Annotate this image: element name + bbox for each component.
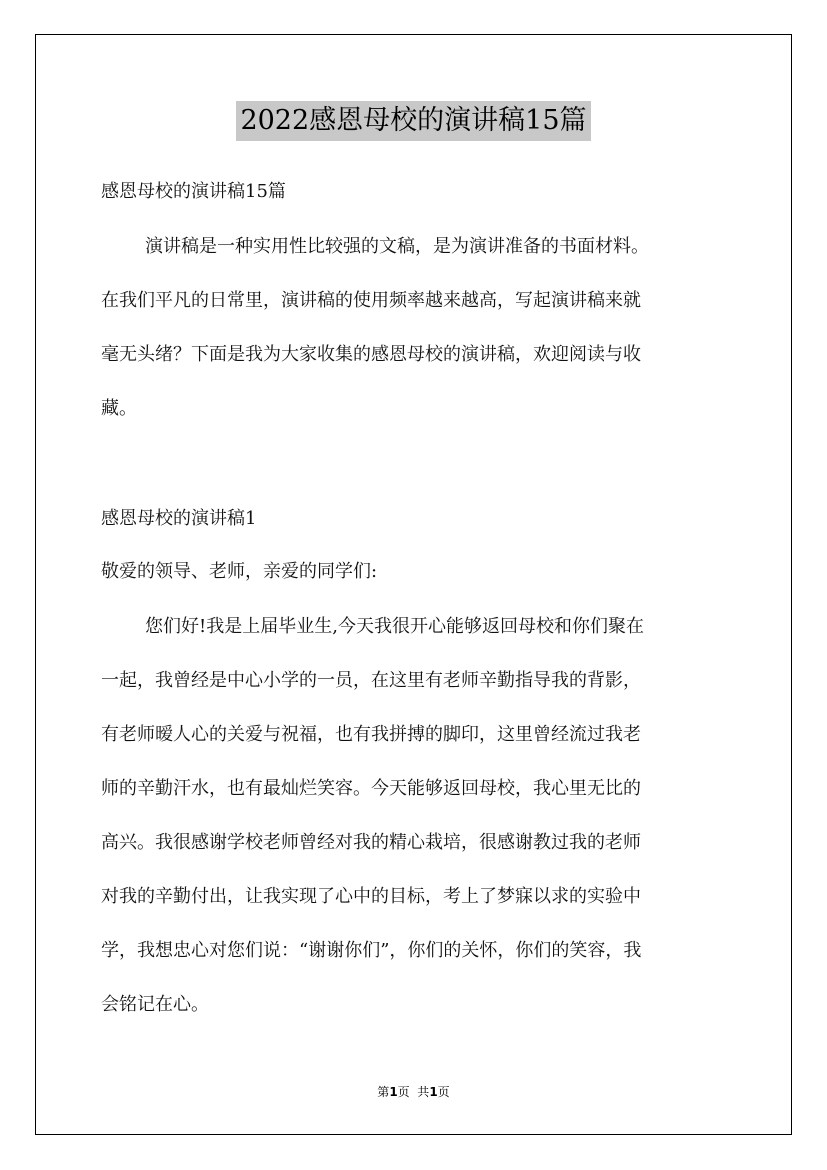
paragraph-line: 一起，我曾经是中心小学的一员，在这里有老师辛勤指导我的背影，	[101, 670, 641, 691]
title-container	[0, 101, 827, 141]
document-subtitle	[101, 180, 731, 204]
paragraph-line: 在我们平凡的日常里，演讲稿的使用频率越来越高，写起演讲稿来就	[101, 290, 641, 311]
section-heading	[101, 507, 731, 531]
paragraph-line: 对我的辛勤付出，让我实现了心中的目标，考上了梦寐以求的实验中	[101, 886, 641, 907]
paragraph-line: 您们好!我是上届毕业生,今天我很开心能够返回母校和你们聚在	[145, 616, 644, 637]
page-suffix: 页	[437, 1085, 450, 1099]
document-title: 2022感恩母校的演讲稿15篇	[236, 101, 590, 141]
paragraph-line: 有老师暧人心的关爱与祝福，也有我拼搏的脚印，这里曾经流过我老	[101, 724, 641, 745]
page-total: 1	[429, 1085, 438, 1099]
paragraph-line: 高兴。我很感谢学校老师曾经对我的精心栽培，很感谢教过我的老师	[101, 832, 641, 853]
paragraph-line: 演讲稿是一种实用性比较强的文稿，是为演讲准备的书面材料。	[145, 236, 649, 257]
paragraph-line: 学，我想忠心对您们说：“谢谢你们”，你们的关怀，你们的笑容，我	[101, 940, 642, 961]
paragraph-line: 师的辛勤汗水，也有最灿烂笑容。今天能够返回母校，我心里无比的	[101, 778, 641, 799]
paragraph-line: 毫无头绪？下面是我为大家收集的感恩母校的演讲稿，欢迎阅读与收	[101, 344, 641, 365]
subtitle-text: 感恩母校的演讲稿15篇	[101, 181, 286, 202]
page-mid: 页 共	[397, 1085, 430, 1099]
paragraph-line: 藏。	[101, 398, 137, 419]
paragraph-line: 会铭记在心。	[101, 994, 209, 1015]
section-heading-text: 感恩母校的演讲稿1	[101, 508, 257, 529]
page-current: 1	[389, 1085, 398, 1099]
intro-paragraph	[101, 229, 731, 427]
salutation-text: 敬爱的领导、老师，亲爱的同学们:	[101, 561, 378, 582]
body-paragraph	[101, 609, 731, 1023]
page-footer	[0, 1083, 827, 1100]
page-prefix: 第	[377, 1085, 390, 1099]
salutation	[101, 560, 731, 584]
